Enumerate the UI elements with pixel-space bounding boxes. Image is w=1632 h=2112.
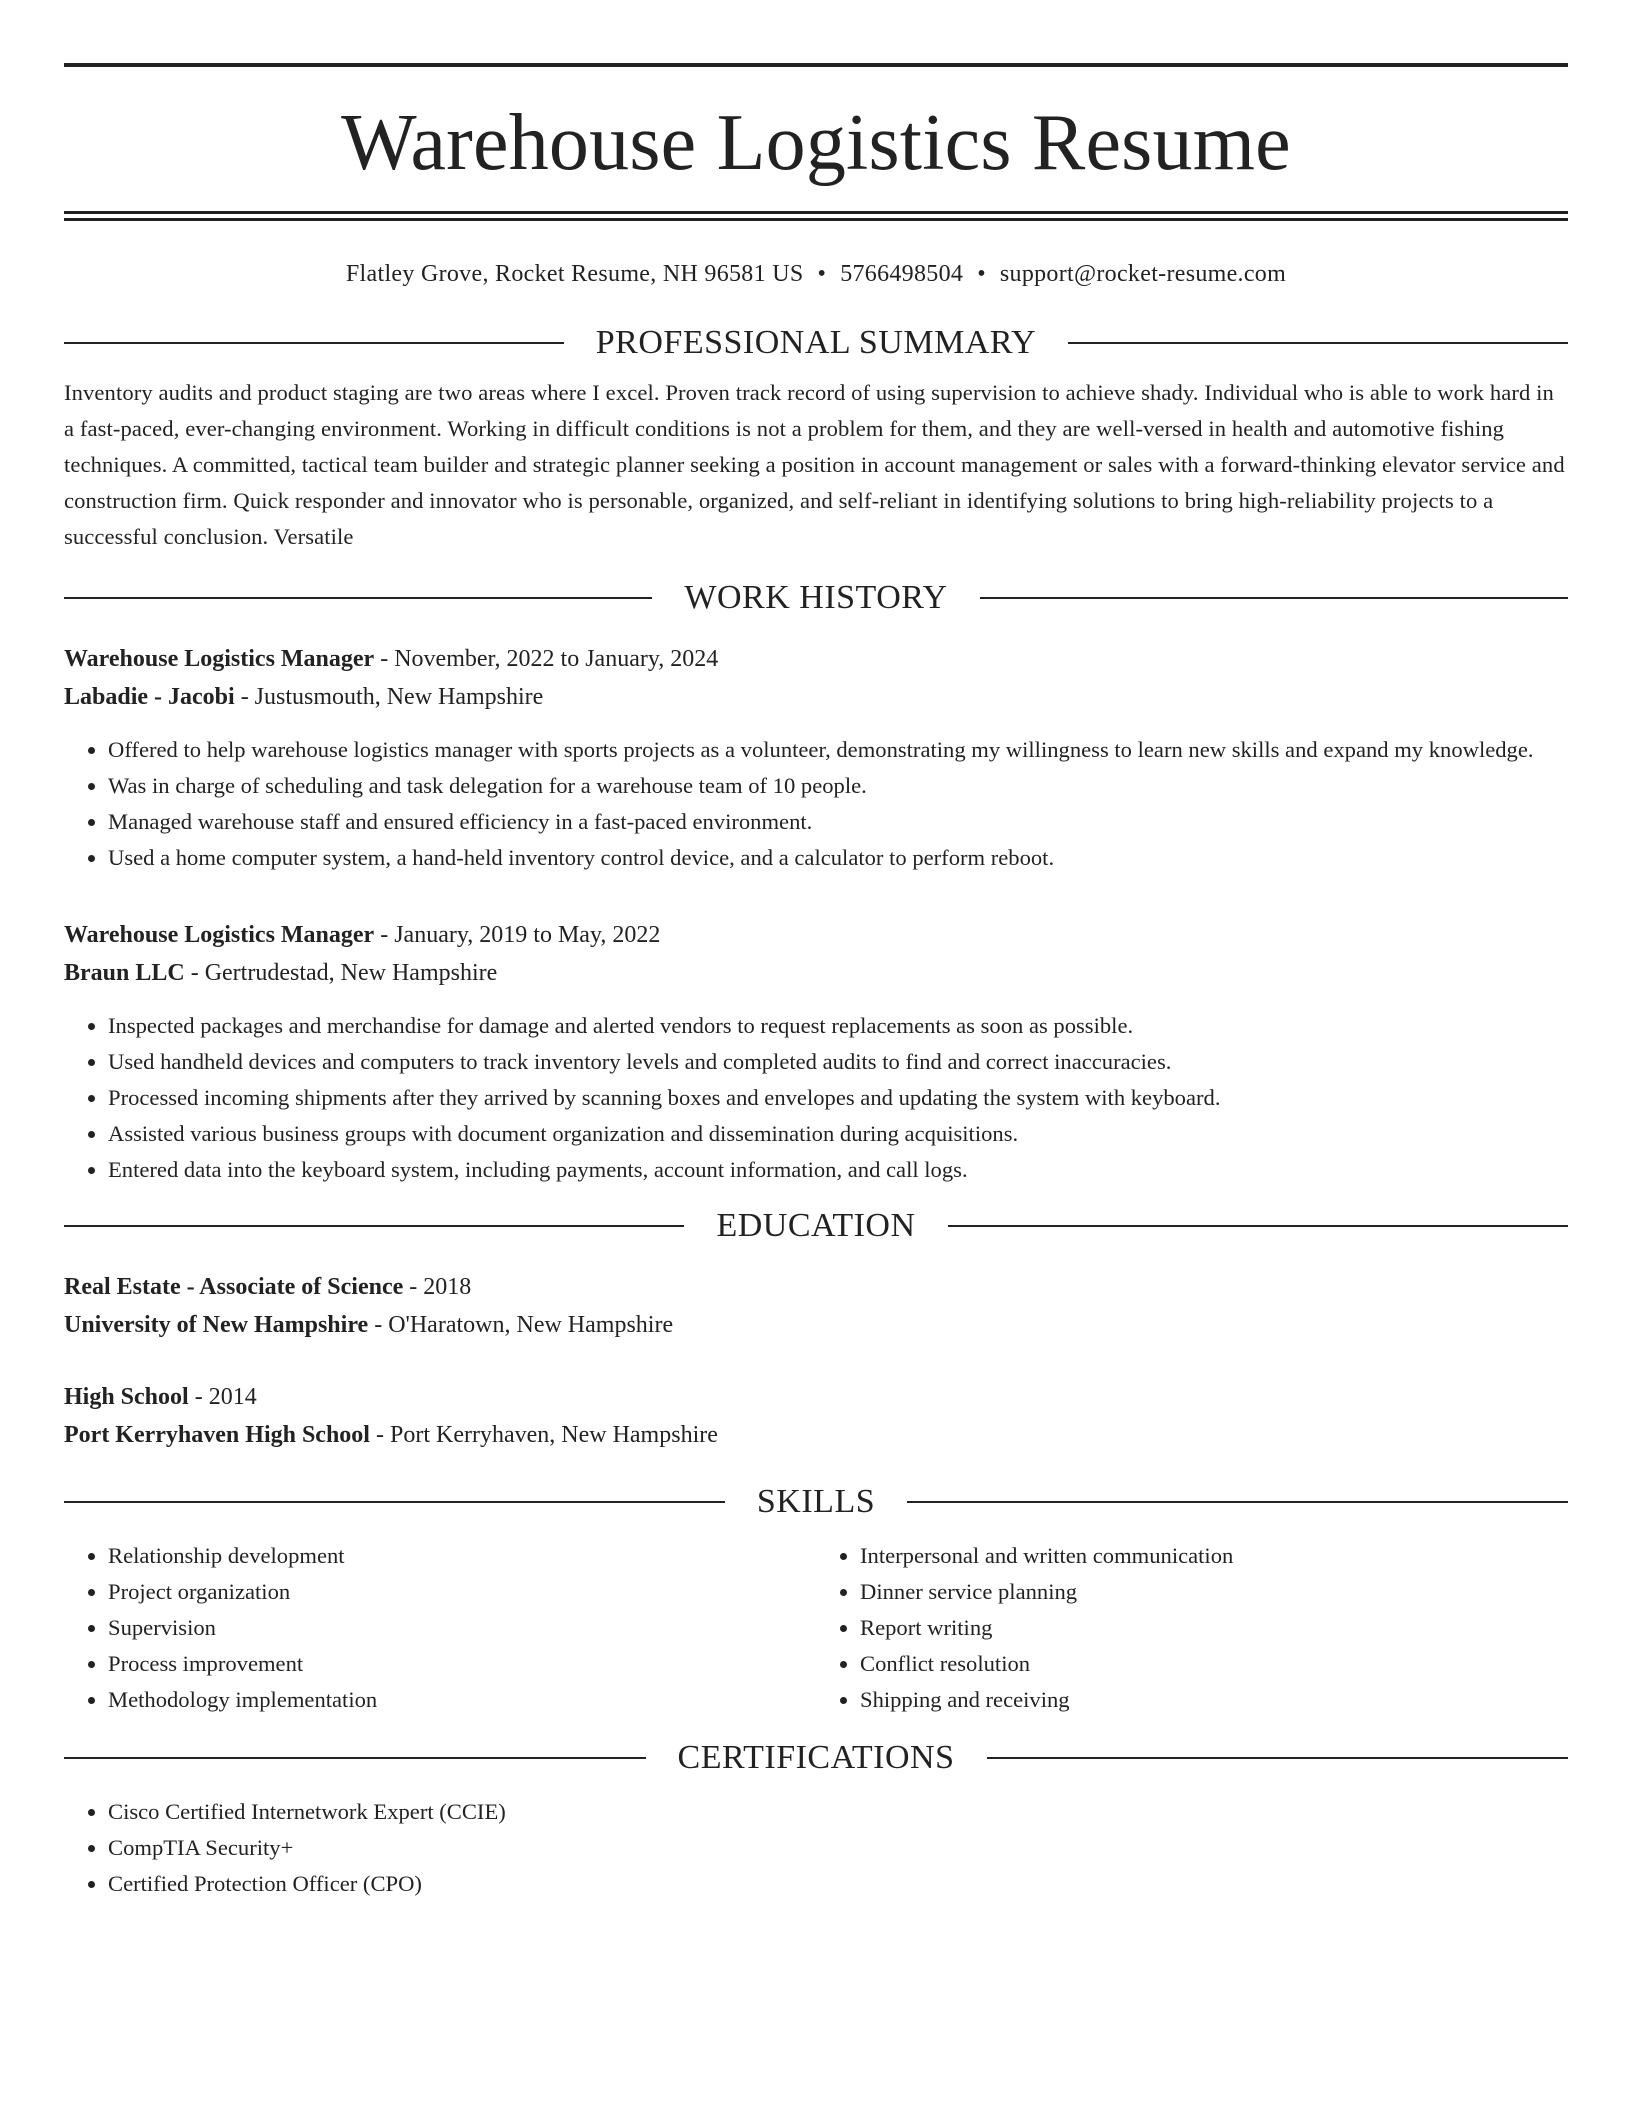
- education-degree: Real Estate - Associate of Science: [64, 1273, 404, 1300]
- education-degree-line: [64, 1378, 1568, 1416]
- list-item: • Managed warehouse staff and ensured efficiency in a fast-paced environment.: [108, 804, 1568, 840]
- section-title-work: WORK HISTORY: [684, 578, 948, 616]
- list-item: • Certified Protection Officer (CPO): [108, 1866, 1568, 1902]
- list-item: • Methodology implementation: [108, 1682, 816, 1718]
- list-item: • Inspected packages and merchandise for damage and alerted vendors to request replacements as soon as possible.: [108, 1008, 1568, 1044]
- section-rule: [64, 1225, 684, 1227]
- section-title-education: EDUCATION: [716, 1206, 916, 1244]
- contact-email: support@rocket-resume.com: [999, 261, 1287, 287]
- section-title-summary: PROFESSIONAL SUMMARY: [595, 324, 1037, 361]
- education-degree: High School: [64, 1383, 189, 1410]
- list-item: • Conflict resolution: [860, 1646, 1568, 1682]
- education-year: - 2014: [188, 1383, 257, 1410]
- job-entry: [64, 640, 1568, 876]
- list-item: • Interpersonal and written communication: [860, 1538, 1568, 1574]
- title-double-rule: [64, 211, 1568, 221]
- education-school: Port Kerryhaven High School: [64, 1421, 370, 1448]
- section-rule: [1068, 342, 1568, 344]
- skills-columns: [64, 1538, 1568, 1718]
- list-item: • Cisco Certified Internetwork Expert (CCIE): [108, 1794, 1568, 1830]
- education-location: - Port Kerryhaven, New Hampshire: [369, 1421, 718, 1448]
- list-item: • CompTIA Security+: [108, 1830, 1568, 1866]
- section-header-education: [64, 1206, 1568, 1246]
- job-bullets: [64, 1008, 1568, 1188]
- list-item: • Report writing: [860, 1610, 1568, 1646]
- section-rule: [980, 597, 1568, 599]
- section-rule: [948, 1225, 1568, 1227]
- job-bullets: [64, 732, 1568, 876]
- education-school-line: [64, 1306, 1568, 1344]
- list-item: • Used handheld devices and computers to track inventory levels and completed audits to find and correct inaccuracies.: [108, 1044, 1568, 1080]
- section-rule: [987, 1757, 1569, 1759]
- list-item: • Offered to help warehouse logistics manager with sports projects as a volunteer, demonstrating my willingness to learn new skills and expand my knowledge.: [108, 732, 1568, 768]
- job-dates: - January, 2019 to May, 2022: [374, 921, 661, 948]
- list-item: • Assisted various business groups with document organization and dissemination during acquisitions.: [108, 1116, 1568, 1152]
- education-school: University of New Hampshire: [64, 1311, 369, 1338]
- job-title-line: [64, 640, 1568, 678]
- contact-separator: •: [817, 261, 827, 287]
- skills-list-left: [64, 1538, 816, 1718]
- job-company: Labadie - Jacobi: [64, 683, 235, 710]
- education-school-line: [64, 1416, 1568, 1454]
- section-header-skills: [64, 1482, 1568, 1522]
- job-entry: [64, 916, 1568, 1188]
- education-year: - 2018: [403, 1273, 472, 1300]
- education-degree-line: [64, 1268, 1568, 1306]
- education-entry: [64, 1268, 1568, 1344]
- section-rule: [64, 1501, 725, 1503]
- job-title-line: [64, 916, 1568, 954]
- list-item: • Used a home computer system, a hand-held inventory control device, and a calculator to perform reboot.: [108, 840, 1568, 876]
- resume-title: Warehouse Logistics Resume: [341, 99, 1291, 187]
- contact-line: [64, 259, 1568, 289]
- section-title-certifications: CERTIFICATIONS: [677, 1738, 955, 1776]
- certifications-list: [64, 1794, 1568, 1902]
- list-item: • Entered data into the keyboard system, including payments, account information, and call logs.: [108, 1152, 1568, 1188]
- section-rule: [64, 1757, 646, 1759]
- job-company: Braun LLC: [64, 959, 185, 986]
- list-item: • Shipping and receiving: [860, 1682, 1568, 1718]
- contact-separator: •: [977, 261, 986, 287]
- list-item: • Dinner service planning: [860, 1574, 1568, 1610]
- list-item: • Process improvement: [108, 1646, 816, 1682]
- contact-address: Flatley Grove, Rocket Resume, NH 96581 US: [345, 261, 804, 287]
- section-header-certifications: [64, 1738, 1568, 1778]
- section-header-work: [64, 578, 1568, 618]
- education-entry: [64, 1378, 1568, 1454]
- list-item: • Was in charge of scheduling and task delegation for a warehouse team of 10 people.: [108, 768, 1568, 804]
- job-company-line: [64, 954, 1568, 992]
- list-item: • Processed incoming shipments after they arrived by scanning boxes and envelopes and updating the system with keyboard.: [108, 1080, 1568, 1116]
- section-title-skills: SKILLS: [756, 1482, 876, 1520]
- contact-phone: 5766498504: [840, 261, 964, 287]
- job-location: - Gertrudestad, New Hampshire: [184, 959, 498, 986]
- list-item: • Supervision: [108, 1610, 816, 1646]
- section-rule: [64, 597, 652, 599]
- education-location: - O'Haratown, New Hampshire: [368, 1311, 674, 1338]
- list-item: • Relationship development: [108, 1538, 816, 1574]
- section-rule: [64, 342, 564, 344]
- summary-text: Inventory audits and product staging are two areas where I excel. Proven track record of using supervision to achieve shady. Individual who is able to work hard in a fast-paced, ever-changing environment. Working in difficult conditions is not a problem for them, and they are well-versed in health and automotive fishing techniques. A committed, tactical team builder and strategic planner seeking a position in account management or sales with a forward-thinking elevator service and construction firm. Quick responder and innovator who is personable, organized, and self-reliant in identifying solutions to bring high-reliability projects to a successful conclusion. Versatile: [64, 380, 1565, 549]
- job-title: Warehouse Logistics Manager: [64, 645, 375, 672]
- list-item: • Project organization: [108, 1574, 816, 1610]
- section-header-summary: [64, 323, 1568, 363]
- section-rule: [907, 1501, 1568, 1503]
- job-location: - Justusmouth, New Hampshire: [234, 683, 544, 710]
- job-company-line: [64, 678, 1568, 716]
- top-rule: [64, 63, 1568, 67]
- job-title: Warehouse Logistics Manager: [64, 921, 375, 948]
- skills-list-right: [816, 1538, 1568, 1718]
- job-dates: - November, 2022 to January, 2024: [374, 645, 719, 672]
